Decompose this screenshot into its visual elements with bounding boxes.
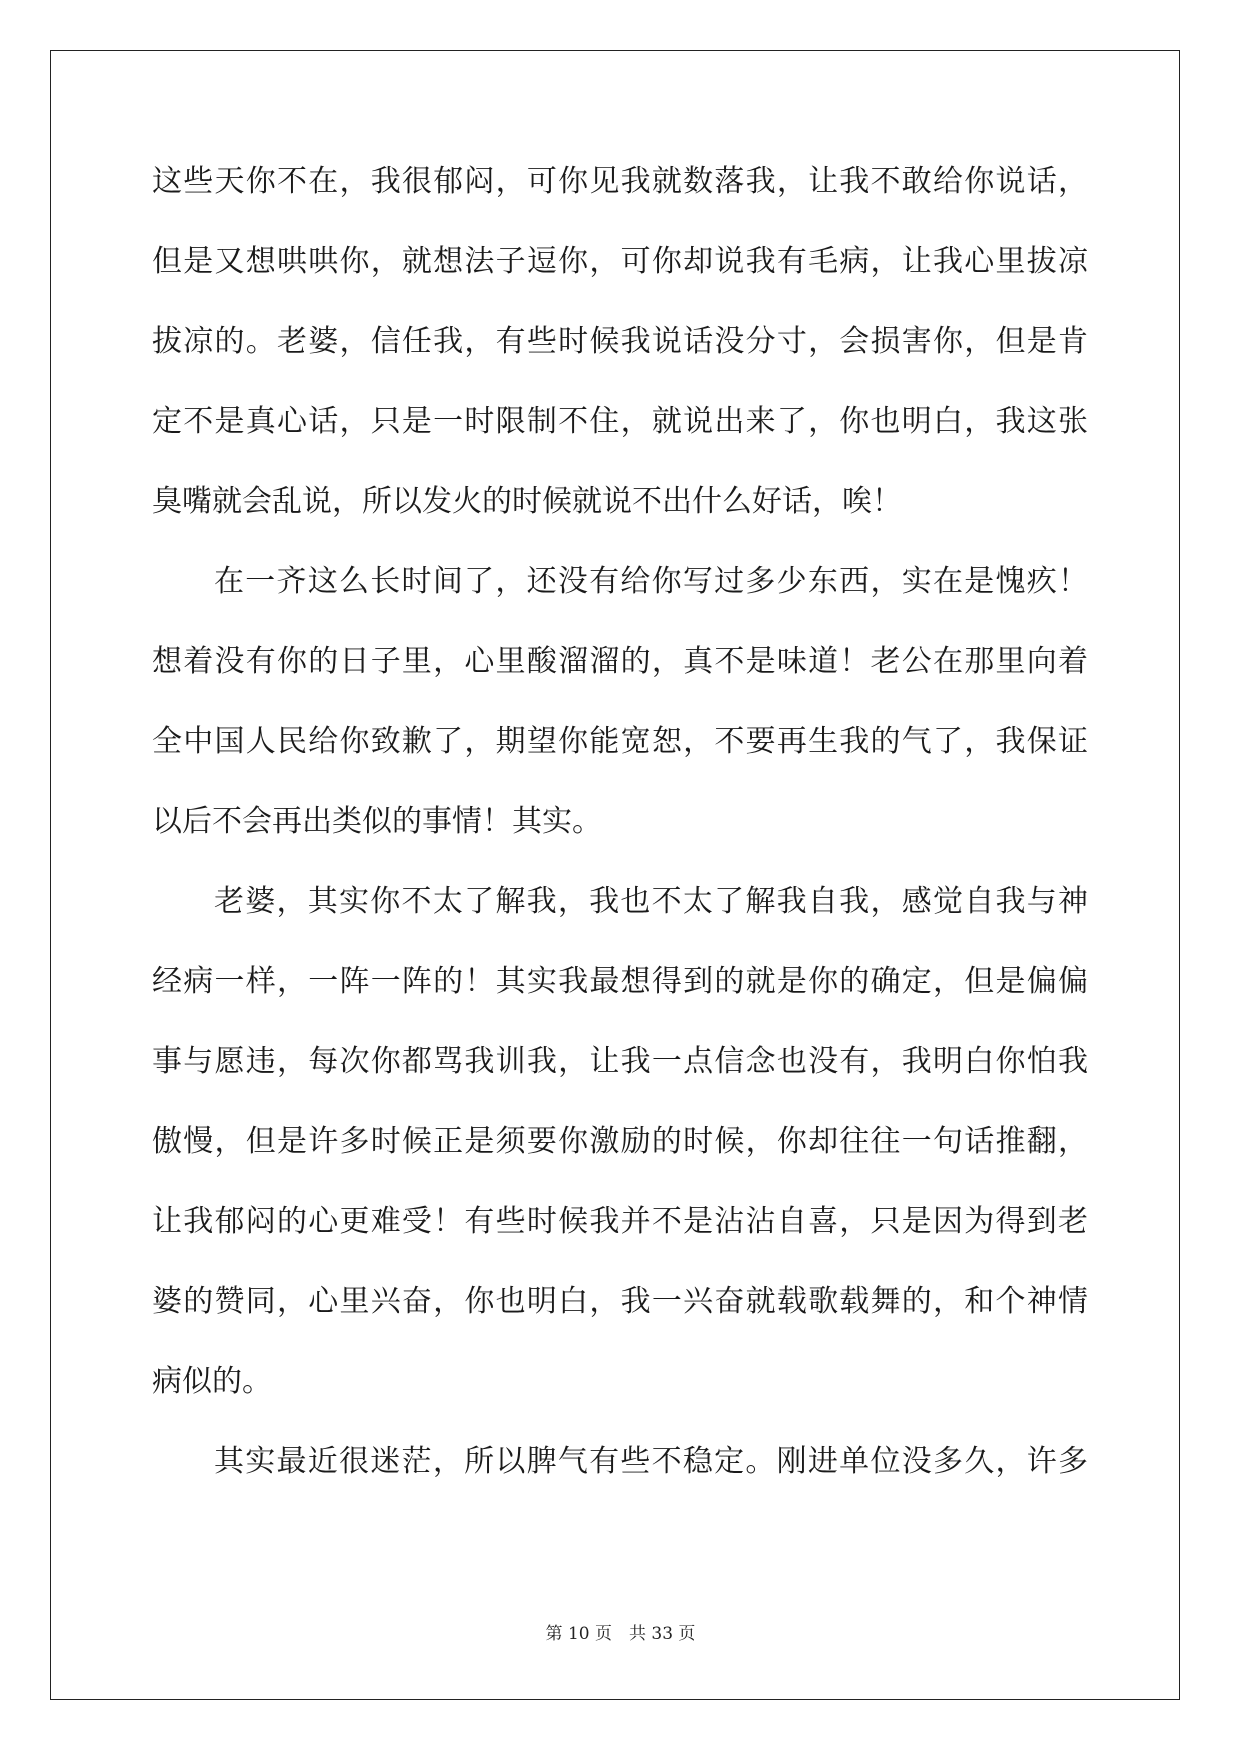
text-line: 拔凉的。老婆，信任我，有些时候我说话没分寸，会损害你，但是肯: [152, 324, 1088, 359]
paragraph-first-line: 在一齐这么长时间了，还没有给你写过多少东西，实在是愧疚！: [214, 564, 1088, 599]
page-number-label: 第 10 页 共 33 页: [545, 1624, 696, 1644]
text-line: 定不是真心话，只是一时限制不住，就说出来了，你也明白，我这张: [152, 404, 1088, 439]
paragraph-first-line: 其实最近很迷茫，所以脾气有些不稳定。刚进单位没多久，许多: [214, 1444, 1088, 1479]
text-line: 这些天你不在，我很郁闷，可你见我就数落我，让我不敢给你说话，: [152, 164, 1088, 199]
document-body: [152, 164, 1088, 1527]
text-line: 婆的赞同，心里兴奋，你也明白，我一兴奋就载歌载舞的，和个神情: [152, 1284, 1088, 1319]
text-line: 臭嘴就会乱说，所以发火的时候就说不出什么好话，唉！: [152, 484, 902, 519]
text-line: 想着没有你的日子里，心里酸溜溜的，真不是味道！老公在那里向着: [152, 644, 1088, 679]
text-line: 经病一样，一阵一阵的！其实我最想得到的就是你的确定，但是偏偏: [152, 964, 1088, 999]
text-line: 傲慢，但是许多时候正是须要你激励的时候，你却往往一句话推翻，: [152, 1124, 1088, 1159]
paragraph-first-line: 老婆，其实你不太了解我，我也不太了解我自我，感觉自我与神: [214, 884, 1088, 919]
text-line: 病似的。: [152, 1364, 272, 1399]
text-line: 但是又想哄哄你，就想法子逗你，可你却说我有毛病，让我心里拔凉: [152, 244, 1088, 279]
text-line: 以后不会再出类似的事情！其实。: [152, 804, 602, 839]
text-line: 事与愿违，每次你都骂我训我，让我一点信念也没有，我明白你怕我: [152, 1044, 1088, 1079]
text-line: 让我郁闷的心更难受！有些时候我并不是沾沾自喜，只是因为得到老: [152, 1204, 1088, 1239]
text-line: 全中国人民给你致歉了，期望你能宽恕，不要再生我的气了，我保证: [152, 724, 1088, 759]
page-footer: [0, 1624, 1241, 1644]
